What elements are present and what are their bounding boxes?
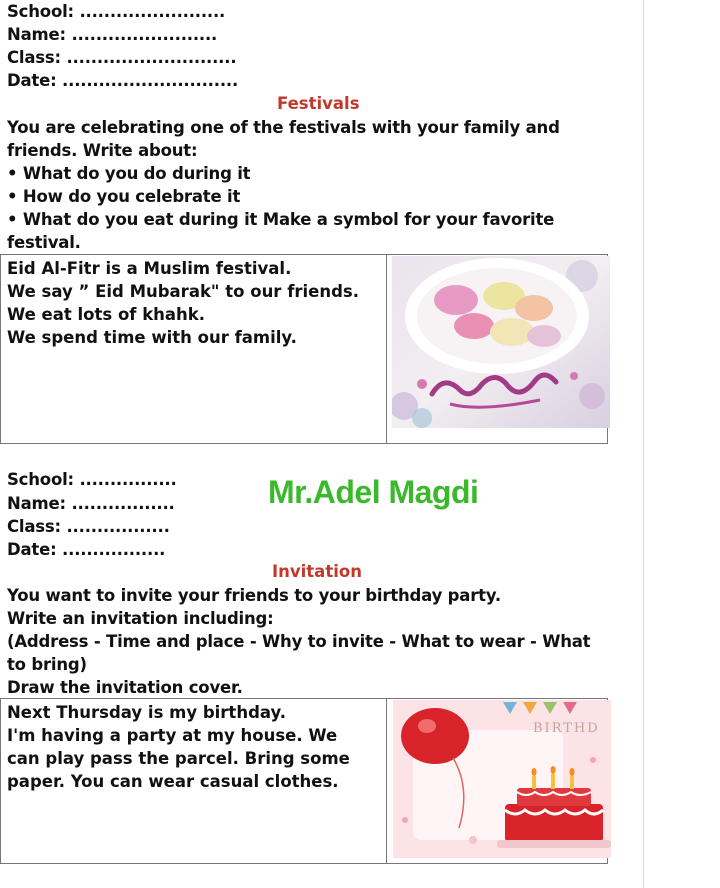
prompt-line: friends. Write about: [7, 141, 198, 160]
answer-line: We say ” Eid Mubarak" to our friends. [7, 282, 360, 301]
birthday-cake-balloon-image [393, 700, 611, 858]
box-divider [386, 698, 387, 863]
invitation-title: Invitation [272, 562, 362, 581]
prompt-line: You want to invite your friends to your birthday party. [7, 586, 501, 605]
answer-line: We eat lots of khahk. [7, 305, 206, 324]
author-name: Mr.Adel Magdi [268, 474, 479, 510]
date-field: Date: ................. [7, 540, 166, 559]
prompt-line: You are celebrating one of the festivals with your family and [7, 118, 560, 137]
festivals-title: Festivals [277, 94, 360, 113]
answer-text [7, 701, 350, 793]
prompt-line: Draw the invitation cover. [7, 678, 243, 697]
school-field: School: ........................ [7, 2, 226, 21]
prompt-line: (Address - Time and place - Why to invite - What to wear - What [7, 632, 591, 651]
bullet-item: • What do you eat during it Make a symbol for your favorite [7, 210, 555, 229]
eid-mubarak-cookies-image [392, 256, 610, 428]
name-field: Name: ................. [7, 494, 175, 513]
answer-line: paper. You can wear casual clothes. [7, 772, 339, 791]
answer-line: can play pass the parcel. Bring some [7, 749, 350, 768]
box-divider [386, 254, 387, 443]
class-field: Class: ................. [7, 517, 170, 536]
prompt-line: to bring) [7, 655, 87, 674]
svg-text:BIRTHD: BIRTHD [533, 721, 600, 736]
name-field: Name: ........................ [7, 25, 218, 44]
class-field: Class: ............................ [7, 48, 237, 67]
bullet-item: • What do you do during it [7, 164, 251, 183]
answer-line: I'm having a party at my house. We [7, 726, 338, 745]
school-field: School: ................ [7, 470, 177, 489]
bullet-item: • How do you celebrate it [7, 187, 241, 206]
answer-line: Eid Al-Fitr is a Muslim festival. [7, 259, 292, 278]
date-field: Date: ............................. [7, 71, 239, 90]
answer-line: We spend time with our family. [7, 328, 297, 347]
prompt-line: festival. [7, 233, 81, 252]
answer-text [7, 257, 359, 349]
prompt-line: Write an invitation including: [7, 609, 274, 628]
page-right-rule [643, 0, 644, 888]
answer-line: Next Thursday is my birthday. [7, 703, 287, 722]
